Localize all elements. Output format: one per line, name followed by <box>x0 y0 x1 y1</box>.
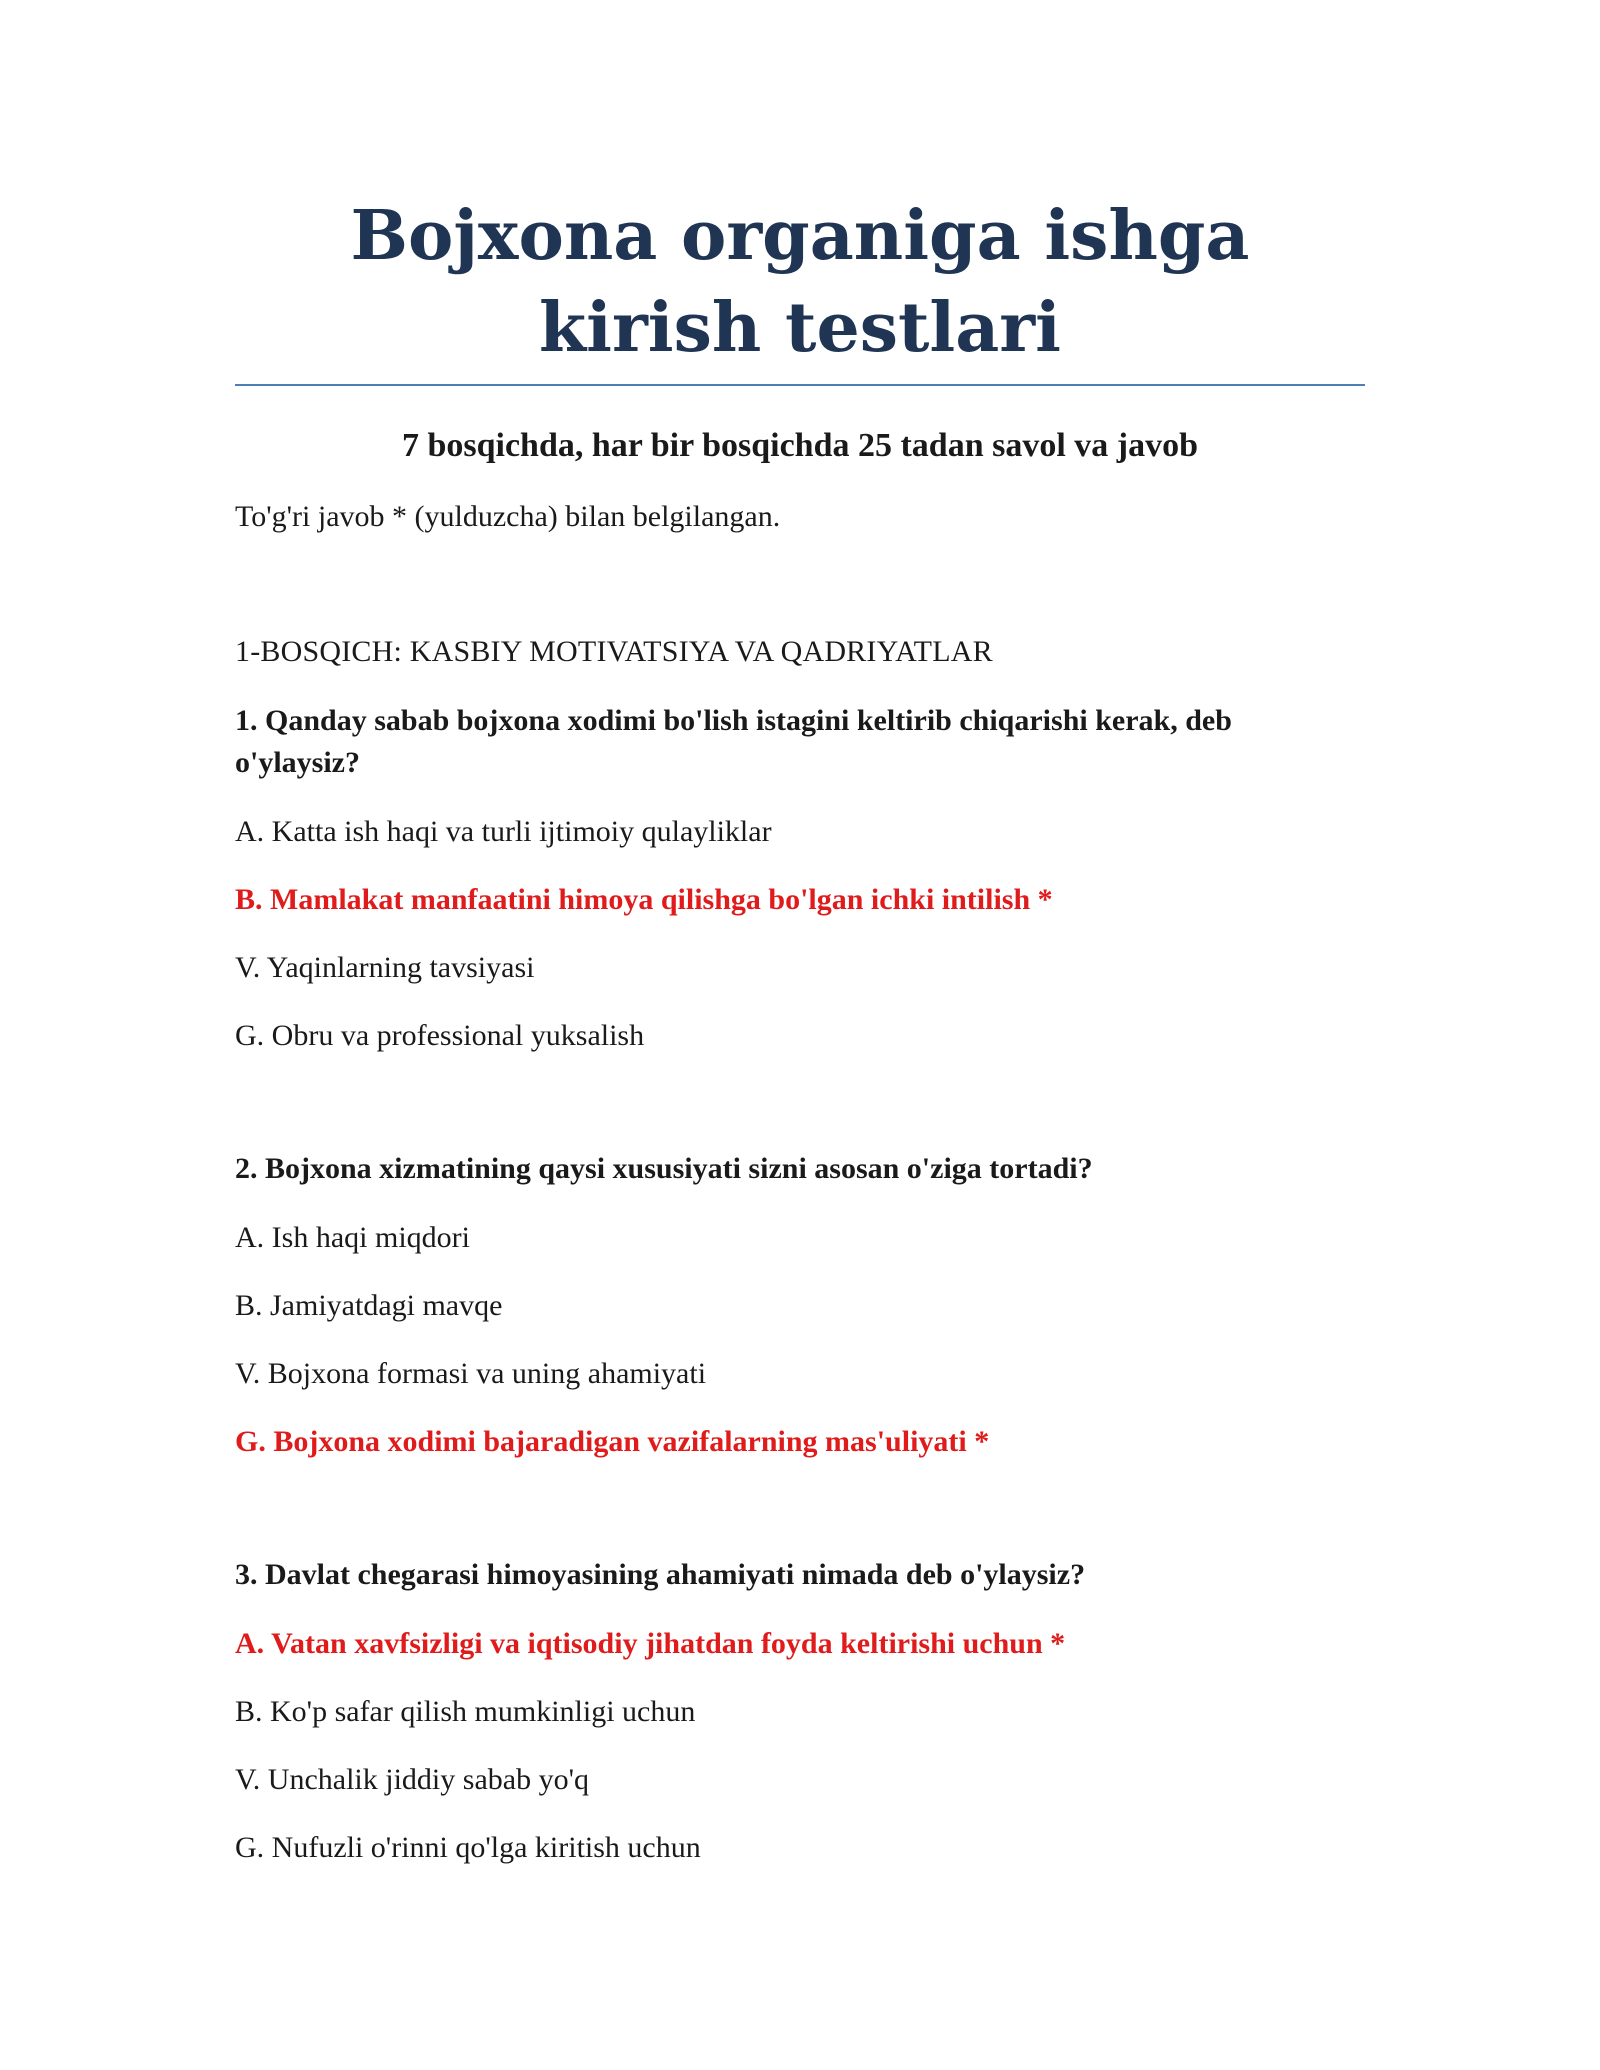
question-1-option-v: V. Yaqinlarning tavsiyasi <box>235 951 535 984</box>
question-1: 1. Qanday sabab bojxona xodimi bo'lish istagini keltirib chiqarishi kerak, deb o'ylaysiz? <box>235 704 1232 779</box>
question-2-option-a: A. Ish haqi miqdori <box>235 1221 470 1254</box>
title-divider <box>235 384 1365 386</box>
question-2: 2. Bojxona xizmatining qaysi xususiyati sizni asosan o'ziga tortadi? <box>235 1152 1093 1185</box>
question-1-option-a: A. Katta ish haqi va turli ijtimoiy qulayliklar <box>235 815 772 848</box>
question-3-option-b: B. Ko'p safar qilish mumkinligi uchun <box>235 1695 696 1728</box>
question-3: 3. Davlat chegarasi himoyasining ahamiyati nimada deb o'ylaysiz? <box>235 1558 1086 1591</box>
question-2-option-g-correct: G. Bojxona xodimi bajaradigan vazifalarning mas'uliyati * <box>235 1425 990 1458</box>
question-3-option-a-correct: A. Vatan xavfsizligi va iqtisodiy jihatdan foyda keltirishi uchun * <box>235 1627 1066 1660</box>
question-3-option-v: V. Unchalik jiddiy sabab yo'q <box>235 1763 589 1796</box>
page-subtitle: 7 bosqichda, har bir bosqichda 25 tadan savol va javob <box>401 427 1199 464</box>
question-2-option-b: B. Jamiyatdagi mavqe <box>235 1289 503 1322</box>
question-2-option-v: V. Bojxona formasi va uning ahamiyati <box>235 1357 707 1390</box>
page-title: Bojxona organiga ishga kirish testlari <box>350 196 1250 368</box>
stage-heading: 1-BOSQICH: KASBIY MOTIVATSIYA VA QADRIYATLAR <box>235 635 993 668</box>
question-1-option-g: G. Obru va professional yuksalish <box>235 1019 645 1052</box>
question-1-option-b-correct: B. Mamlakat manfaatini himoya qilishga bo'lgan ichki intilish * <box>235 883 1053 916</box>
question-3-option-g: G. Nufuzli o'rinni qo'lga kiritish uchun <box>235 1831 701 1864</box>
answer-key-note: To'g'ri javob * (yulduzcha) bilan belgilangan. <box>235 500 781 533</box>
